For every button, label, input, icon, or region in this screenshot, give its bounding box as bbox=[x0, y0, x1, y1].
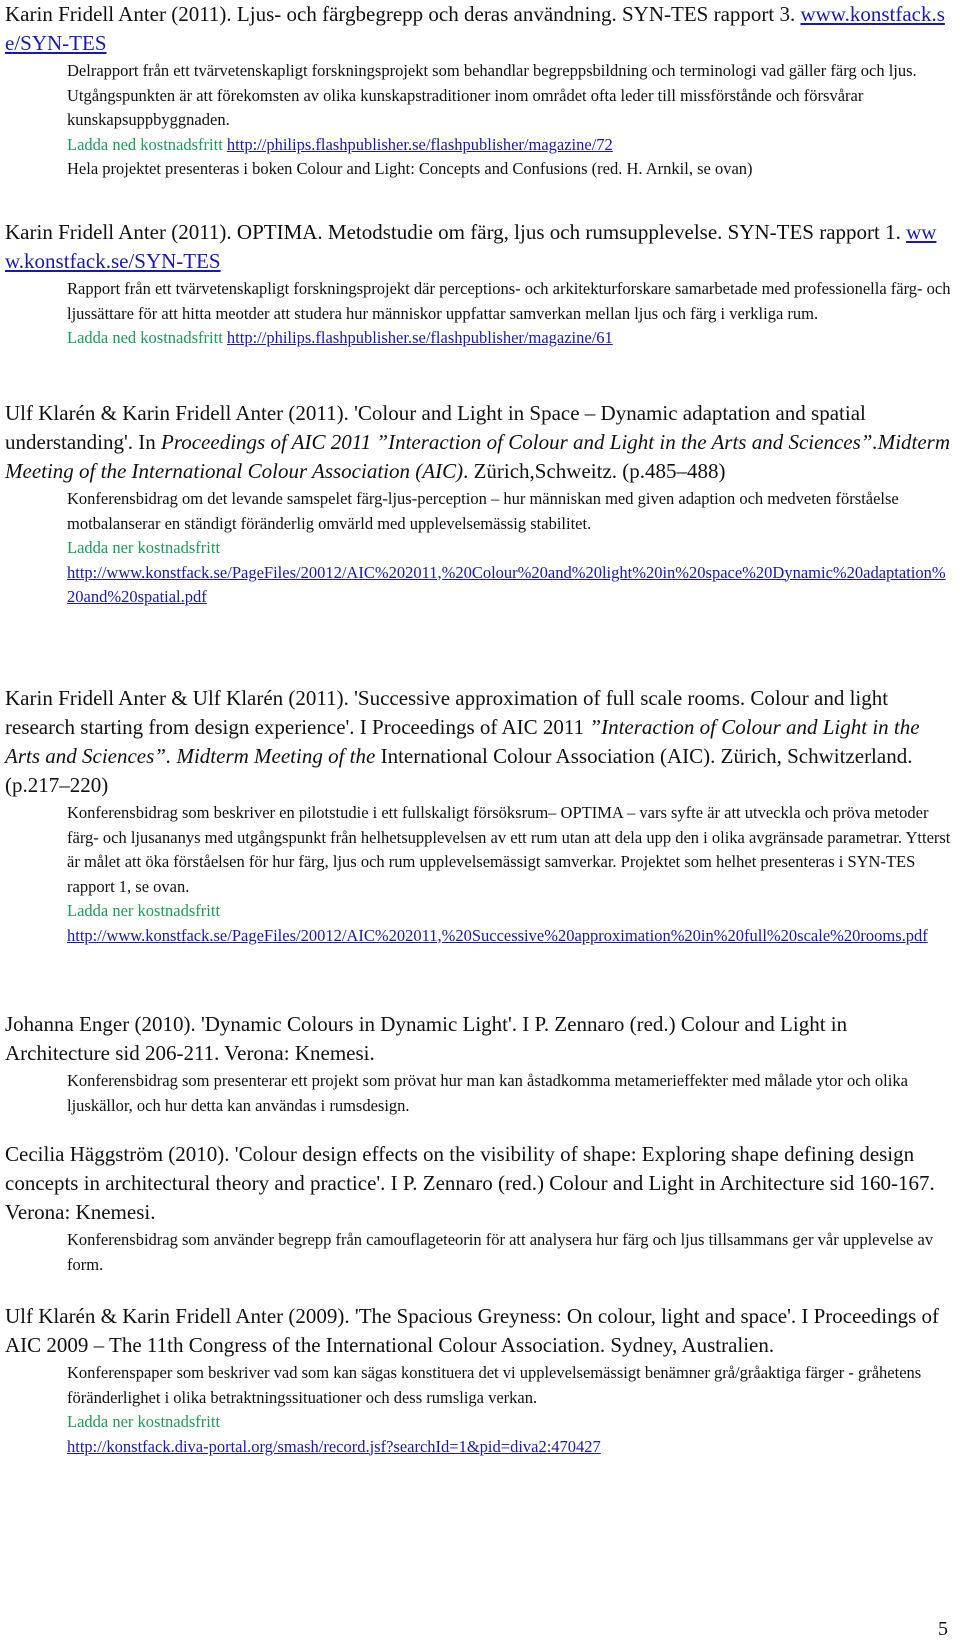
download-label: Ladda ner kostnadsfritt bbox=[67, 1412, 221, 1431]
reference-description bbox=[67, 1069, 951, 1118]
description-text: Konferensbidrag som beskriver en pilotstudie i ett fullskaligt försöksrum– OPTIMA – vars syfte är att utveckla och pröva metoder färg- och ljusananys med utgångspunkt från helhetsupplevelsen av ett rum utan att dela upp den i olika avgränsade parametrar. Ytterst är målet att öka förståelsen för hur färg, ljus och rum upplevelsemässigt samverkar. Projektet som helhet presenteras i SYN-TES rapport 1, se ovan. bbox=[67, 803, 951, 896]
description-text: Delrapport från ett tvärvetenskapligt forskningsprojekt som behandlar begreppsbildning och terminologi vad gäller färg och ljus. Utgångspunkten är att förekomsten av olika kunskapstraditioner inom området ofta leder till missförstånde och försvårar kunskapsuppbyggnaden. bbox=[67, 61, 917, 129]
download-link[interactable]: http://konstfack.diva-portal.org/smash/record.jsf?searchId=1&pid=diva2:470427 bbox=[67, 1436, 601, 1456]
reference-entry bbox=[5, 218, 955, 351]
reference-citation: Johanna Enger (2010). 'Dynamic Colours in Dynamic Light'. I P. Zennaro (red.) Colour and Light in Architecture sid 206-211. Verona: Knemesi. bbox=[5, 1012, 848, 1065]
reference-heading bbox=[5, 218, 955, 276]
reference-citation: Karin Fridell Anter (2011). Ljus- och färgbegrepp och deras användning. SYN-TES rapport 3. bbox=[5, 2, 801, 26]
reference-heading bbox=[5, 1140, 955, 1227]
reference-entry bbox=[5, 1302, 955, 1459]
description-text: Konferensbidrag som använder begrepp från camouflageteorin för att analysera hur färg och ljus tillsammans ger vår upplevelse av form. bbox=[67, 1230, 934, 1274]
description-text: Konferenspaper som beskriver vad som kan sägas konstituera det vi upplevelsemässigt benämner grå/gråaktiga färger - gråhetens föränderlighet i olika betraktningssituationer och dess rumsliga verkan. bbox=[67, 1363, 922, 1407]
description-text: Rapport från ett tvärvetenskapligt forskningsprojekt där perceptions- och arkitekturforskare samarbetade med professionella färg- och ljussättare för att hitta meotder att studera hur människor uppfattar samverkan mellan ljus och färg i verkliga rum. bbox=[67, 279, 951, 323]
reference-citation: Cecilia Häggström (2010). 'Colour design effects on the visibility of shape: Exploring shape defining design concepts in architectural theory and practice'. I P. Zennaro (red.) Colour and Light in Architecture sid 160-167. Verona: Knemesi. bbox=[5, 1142, 935, 1224]
reference-heading bbox=[5, 1302, 955, 1360]
reference-citation: Ulf Klarén & Karin Fridell Anter (2011). 'Colour and Light in Space – Dynamic adaptation and spatial understanding'. In bbox=[5, 401, 866, 454]
download-link[interactable]: http://philips.flashpublisher.se/flashpublisher/magazine/61 bbox=[226, 328, 613, 347]
reference-description bbox=[67, 487, 951, 610]
download-link[interactable]: http://www.konstfack.se/PageFiles/20012/AIC%202011,%20Successive%20approximation%20in%20full%20scale%20rooms.pdf bbox=[67, 925, 928, 945]
reference-heading bbox=[5, 1010, 955, 1068]
reference-entry bbox=[5, 0, 955, 182]
reference-description bbox=[67, 1228, 951, 1277]
download-label: Ladda ned kostnadsfritt bbox=[67, 328, 227, 347]
download-label: Ladda ner kostnadsfritt bbox=[67, 901, 221, 920]
reference-description bbox=[67, 801, 951, 948]
download-label: Ladda ned kostnadsfritt bbox=[67, 134, 227, 154]
download-link[interactable]: http://www.konstfack.se/PageFiles/20012/AIC%202011,%20Colour%20and%20light%20in%20space%20Dynamic%20adaptation%20and%20spatial.pdf bbox=[67, 562, 946, 606]
reference-description bbox=[67, 277, 951, 351]
reference-location: . Zürich,Schweitz. (p.485–488) bbox=[463, 459, 726, 483]
reference-proceedings: ”Interaction of Colour and Light in the Arts and Sciences”. Midterm Meeting of the bbox=[5, 715, 920, 768]
page-number: 5 bbox=[938, 1618, 948, 1640]
reference-description bbox=[67, 1361, 951, 1459]
reference-heading bbox=[5, 684, 955, 800]
reference-link[interactable]: www.konstfack.se/SYN-TES bbox=[5, 2, 945, 55]
reference-heading bbox=[5, 0, 955, 58]
reference-entry bbox=[5, 684, 955, 948]
reference-description bbox=[67, 59, 951, 182]
reference-citation: Karin Fridell Anter (2011). OPTIMA. Metodstudie om färg, ljus och rumsupplevelse. SYN-TES rapport 1. bbox=[5, 220, 907, 244]
reference-citation: Karin Fridell Anter & Ulf Klarén (2011). 'Successive approximation of full scale rooms. Colour and light research starting from design experience'. I Proceedings of AIC 2011 bbox=[5, 686, 889, 739]
reference-link[interactable]: www.konstfack.se/SYN-TES bbox=[5, 220, 937, 273]
reference-entry bbox=[5, 399, 955, 610]
reference-location: International Colour Association (AIC). Zürich, Schwitzerland.(p.217–220) bbox=[5, 744, 913, 797]
reference-entry bbox=[5, 1140, 955, 1277]
description-text: Konferensbidrag om det levande samspelet färg-ljus-perception – hur människan med given adaption och medveten förståelse motbalanserar en ständigt föränderlig omvärld med upplevelsemässig stabilitet. bbox=[67, 489, 899, 533]
reference-entry bbox=[5, 1010, 955, 1118]
description-text: Konferensbidrag som presenterar ett projekt som prövat hur man kan åstadkomma metamerieffekter med målade ytor och olika ljuskällor, och hur detta kan användas i rumsdesign. bbox=[67, 1071, 908, 1115]
extra-note: Hela projektet presenteras i boken Colour and Light: Concepts and Confusions (red. H. Arnkil, se ovan) bbox=[67, 159, 753, 178]
download-label: Ladda ner kostnadsfritt bbox=[67, 538, 221, 557]
reference-proceedings: Proceedings of AIC 2011 ”Interaction of Colour and Light in the Arts and Sciences”.Midterm Meeting of the International Colour Association (AIC) bbox=[5, 430, 951, 483]
reference-citation: Ulf Klarén & Karin Fridell Anter (2009). 'The Spacious Greyness: On colour, light and space'. I Proceedings of AIC 2009 – The 11th Congress of the International Colour Association. Sydney, Australien. bbox=[5, 1304, 939, 1357]
download-link[interactable]: http://philips.flashpublisher.se/flashpublisher/magazine/72 bbox=[226, 134, 613, 154]
reference-heading bbox=[5, 399, 955, 486]
